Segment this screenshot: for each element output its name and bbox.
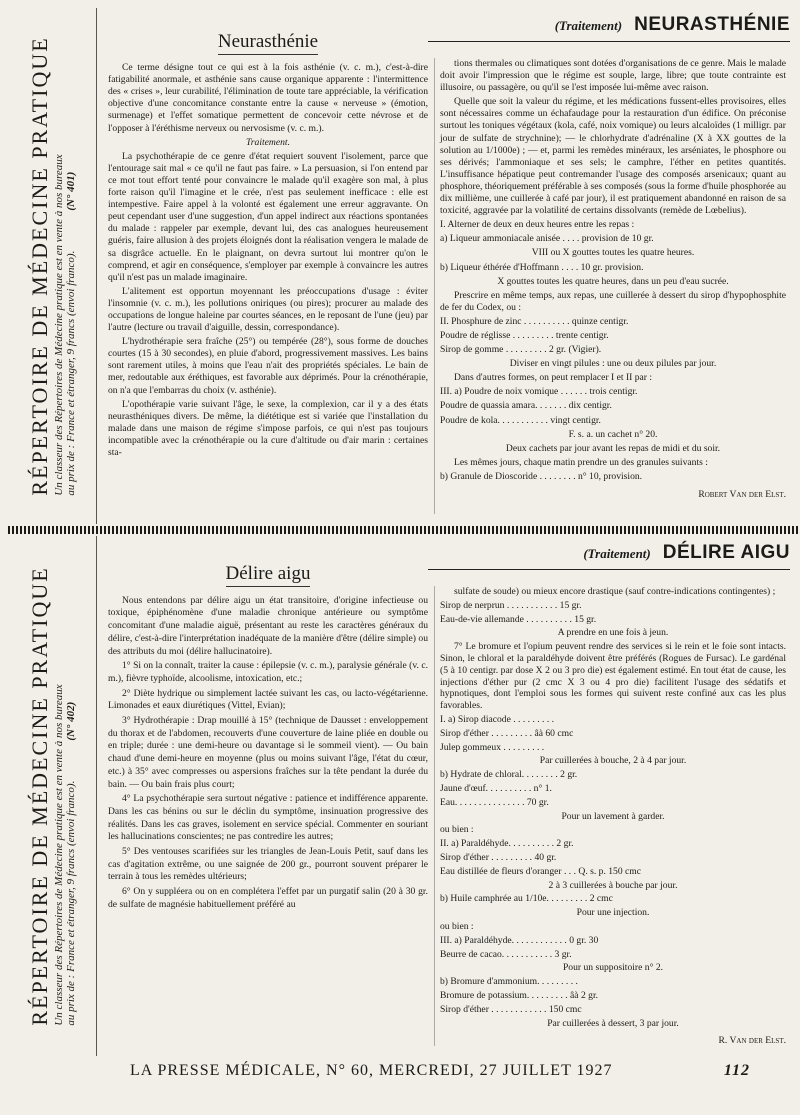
- sidebar-note-1: Un classeur des Répertoires de Médecine pratique est en vente à nos bureaux: [53, 684, 65, 1026]
- sidebar-vertical-text: [27, 566, 77, 1025]
- paragraph: F. s. a. un cachet n° 20.: [568, 428, 658, 440]
- paragraph: Pour un lavement à garder.: [561, 810, 665, 822]
- paragraph: VIII ou X gouttes toutes les quatre heures.: [531, 247, 695, 259]
- sidebar: [8, 536, 97, 1056]
- paragraph: Beurre de cacao. . . . . . . . . . . 3 gr.: [440, 948, 572, 960]
- paragraph: 1° Si on la connaît, traiter la cause : épilepsie (v. c. m.), paralysie générale (v. c. m.), fièvre typhoïde, alcoolisme, intoxication, etc.;: [108, 660, 428, 684]
- paragraph: I. a) Sirop diacode . . . . . . . . .: [440, 713, 555, 725]
- sidebar-title: RÉPERTOIRE DE MÉDECINE PRATIQUE: [27, 36, 52, 496]
- paragraph: Poudre de kola. . . . . . . . . . . vingt centigr.: [440, 414, 601, 426]
- paragraph: III. a) Paraldéhyde. . . . . . . . . . . . 0 gr. 30: [440, 934, 599, 946]
- paragraph: Pour une injection.: [576, 907, 650, 919]
- sidebar: [8, 8, 97, 524]
- paragraph: L'alitement est opportun moyennant les préoccupations d'usage : éviter l'insomnie (v. c. m.), les pollutions oniriques (ou pires); procurer au malade des occupations de longue haleine par courtes séances, en le reposant de l'une (jeu) par l'autre (lecture ou travail d'aiguille, dessin, correspondance).: [108, 285, 428, 334]
- header-rule: [428, 41, 790, 42]
- paragraph: 4° La psychothérapie sera surtout négative : patience et indifférence apparente. Dans les cas bénins ou sur le déclin du symptôme, insinuation progressive des réalités. Dans les cas graves, isolement en service spécial. Commenter en souriant les hallucinations conscientes; ne pas contredire les autres;: [108, 793, 428, 843]
- paragraph: tions thermales ou climatiques sont dotées d'organisations de ce genre. Mais le malade doit avoir l'impression que le régime est souple, large, libre; que toute contrainte est illusoire, ou passagère, ou qu'il se l'est imposée lui-même avec raison.: [440, 58, 786, 94]
- paragraph: b) Hydrate de chloral. . . . . . . . 2 gr.: [440, 769, 578, 781]
- paragraph: Prescrire en même temps, aux repas, une cuillerée à dessert du sirop d'hypophosphite de fer du Codex, ou :: [440, 289, 786, 313]
- sidebar-note-2: au prix de : France et étranger, 9 francs (envoi franco).: [65, 250, 77, 496]
- footer-text: LA PRESSE MÉDICALE, N° 60, MERCREDI, 27 JUILLET 1927: [130, 1062, 613, 1079]
- article-title: Délire aigu: [108, 568, 428, 581]
- paragraph: b) Granule de Dioscoride . . . . . . . . n° 10, provision.: [440, 470, 643, 482]
- paragraph: R. Van der Elst.: [718, 1035, 786, 1047]
- paragraph: II. a) Paraldéhyde. . . . . . . . . . 2 gr.: [440, 838, 574, 850]
- paragraph: Sirop de gomme . . . . . . . . . 2 gr. (Vigier).: [440, 344, 602, 356]
- paragraph: Bromure de potassium. . . . . . . . . âà 2 gr.: [440, 989, 599, 1001]
- card-number: (N° 401): [65, 171, 77, 211]
- paragraph: Traitement.: [246, 136, 290, 148]
- paragraph: Ce terme désigne tout ce qui est à la fois asthénie (v. c. m.), c'est-à-dire fatigabilité anormale, et asthénie sans cause organique apparente : l'intermittence des « crises », leur curabilité, l'élimination de toute tare appréciable, la vérification objective d'une concomitance constante entre la cause « nerveuse » (émotion, surmenage) et l'effet somatique permettent de concevoir cette névrose et de l'opposer à l'éréthisme nerveux ou nervosisme (v. c. m.).: [108, 62, 428, 134]
- section-header: [583, 542, 790, 564]
- paragraph: ou bien :: [440, 920, 474, 932]
- paragraph: 7° Le bromure et l'opium peuvent rendre des services si le rein et le foie sont intacts. Sinon, le chloral et la paraldéhyde doivent être préférés (Rogues de Fursac). Le gardénal (5 à 10 centigr. par dose X 2 ou 3 pro die) est également estimé. En tout état de cause, les injections d'éther pur (2 cmc X 3 ou 4 pro die) facilitent l'usage des sédatifs et hypnotiques, dont l'emploi sous les formes qui suivent reste confiné aux cas les plus favorables.: [440, 641, 786, 712]
- paragraph: Sirop d'éther . . . . . . . . . 40 gr.: [440, 851, 557, 863]
- paragraph: II. Phosphure de zinc . . . . . . . . . . quinze centigr.: [440, 315, 629, 327]
- paragraph: Julep gommeux . . . . . . . . .: [440, 741, 545, 753]
- paragraph: Poudre de quassia amara. . . . . . . dix centigr.: [440, 400, 612, 412]
- paragraph: a) Liqueur ammoniacale anisée . . . . provision de 10 gr.: [440, 233, 654, 245]
- paragraph: 6° On y suppléera ou on en complétera l'effet par un purgatif salin (20 à 30 gr. de sulfate de magnésie habituellement préféré au: [108, 886, 428, 910]
- sidebar-title: RÉPERTOIRE DE MÉDECINE PRATIQUE: [27, 566, 52, 1026]
- paragraph: Pour un suppositoire n° 2.: [562, 962, 664, 974]
- header-traitement: (Traitement): [583, 546, 651, 561]
- paragraph: L'opothérapie varie suivant l'âge, le sexe, la complexion, car il y a des états neurasthéniques divers. De même, la diététique est si variée que l'installation du malade dans une maison de régime s'impose parfois, ce qui n'est pas toujours incompatible avec la crénothérapie ou la cure d'altitude ou d'air marin : certaines sta-: [108, 398, 428, 458]
- section-header: [555, 14, 790, 36]
- paragraph: Dans d'autres formes, on peut remplacer I et II par :: [454, 372, 653, 384]
- paragraph: Jaune d'œuf. . . . . . . . . . n° 1.: [440, 782, 552, 794]
- article-right-column: [440, 58, 786, 503]
- column-rule: [434, 58, 435, 514]
- paragraph: Robert Van der Elst.: [698, 489, 786, 500]
- paragraph: Sirop d'éther . . . . . . . . . . . . 150 cmc: [440, 1003, 582, 1015]
- page-footer: [130, 1062, 750, 1080]
- paragraph: Par cuillerées à dessert, 3 par jour.: [547, 1017, 679, 1029]
- header-title: DÉLIRE AIGU: [662, 542, 790, 563]
- paragraph: 5° Des ventouses scarifiées sur les triangles de Jean-Louis Petit, sauf dans les cas d'agitation extrême, ou une saignée de 200 gr., pourront souvent préparer le terrain à tous les remèdes ultérieurs;: [108, 846, 428, 883]
- paragraph: b) Liqueur éthérée d'Hoffmann . . . . 10 gr. provision.: [440, 261, 644, 273]
- paragraph: III. a) Poudre de noix vomique . . . . . . trois centigr.: [440, 386, 638, 398]
- paragraph: Diviser en vingt pilules : une ou deux pilules par jour.: [509, 358, 717, 370]
- repertoire-card-neurasthenie: [8, 8, 800, 524]
- paragraph: Sirop d'éther . . . . . . . . . âà 60 cmc: [440, 727, 574, 739]
- paragraph: L'hydrothérapie sera fraîche (25°) ou tempérée (28°), sous forme de douches courtes (15 à 30 secondes), en pluie d'abord, progressivement massives. Les bains sont rarement utiles, à moins que l'eau n'ait des propriétés spéciales. Le bain de mer, redoutable aux éréthiques, est favorable aux déprimés. Pour la crénothérapie, on n'a que l'embarras du choix (v. asthénie).: [108, 336, 428, 396]
- paragraph: Nous entendons par délire aigu un état transitoire, d'origine infectieuse ou toxique, épiphénomène d'une maladie chronique antérieure ou symptôme concomitant d'une maladie aiguë, présentant au reste les caractères généraux du délire, c'est-à-dire l'interprétation inadéquate de la manière d'être (délire simple) ou des attributs du moi (délire hallucinatoire).: [108, 594, 428, 657]
- paragraph: Eau distillée de fleurs d'oranger . . . Q. s. p. 150 cmc: [440, 865, 642, 877]
- article-left-column: [108, 31, 428, 461]
- article-title: Neurasthénie: [108, 36, 428, 48]
- section-divider: [8, 526, 800, 534]
- paragraph: Quelle que soit la valeur du régime, et les médications fussent-elles provisoires, elles sont nécessaires comme un échafaudage pour la restauration d'un édifice. On préconise surtout les toniques végétaux (kola, café, noix vomique) ou leurs alcaloïdes (1 milligr. par jour de sulfate de strychnine); — le chlorhydrate d'adrénaline (X à XX gouttes de la solution au 1/1000e) ; — et, parmi les remèdes minéraux, les arséniates, le phosphore ou ses dérivés; l'ammoniaque et ses sels; le camphre, l'éther en petites quantités. L'insuffisance hépatique peut contremander l'usage des composés arsenicaux; quant au phosphore, théoriquement préférable à ses composés (sous la forme d'huile phosphorée au dix millième, une cuillerée à café par jour), il est pratiquement abandonné en raison de sa toxicité, aggravée par la volatilité de certains dissolvants (remède de Lœbelius).: [440, 96, 786, 217]
- paragraph: b) Huile camphrée au 1/10e. . . . . . . . . 2 cmc: [440, 893, 613, 905]
- article-right-column: [440, 586, 786, 1049]
- paragraph: Eau. . . . . . . . . . . . . . . 70 gr.: [440, 796, 549, 808]
- sidebar-note-2: au prix de : France et étranger, 9 francs (envoi franco).: [65, 780, 77, 1026]
- paragraph: La psychothérapie de ce genre d'état requiert souvent l'isolement, parce que l'entourage sait mal « ce qu'il ne faut pas faire. » La persuasion, si l'on entend par ce mot tout effort tenté pour convaincre le malade qu'il exagère son mal, à plus forte raison qu'il l'imagine et le crée, n'est pas seulement inefficace : elle est intempestive. Faire appel à la volonté est également une erreur aggravante. On peut cependant user d'une suggestion, d'un appel indirect aux réactions spontanées du malade : rappeler par exemple, devant lui, des cas analogues heureusement guéris, faire allusion à des projets éloignés dont la réalisation vengera le malade de sa disgrâce actuelle. En le plaignant, on devra surtout lui montrer qu'on le comprend, et agir en conséquence, s'employer par exemple à convaincre les autres qu'il n'est pas un malade imaginaire.: [108, 150, 428, 283]
- paragraph: b) Bromure d'ammonium. . . . . . . . .: [440, 976, 578, 988]
- sidebar-note-1: Un classeur des Répertoires de Médecine pratique est en vente à nos bureaux: [53, 154, 65, 496]
- column-rule: [434, 586, 435, 1046]
- paragraph: A prendre en une fois à jeun.: [557, 627, 669, 639]
- paragraph: Par cuillerées à bouche, 2 à 4 par jour.: [539, 755, 687, 767]
- paragraph: Sirop de nerprun . . . . . . . . . . . 15 gr.: [440, 599, 582, 611]
- header-rule: [428, 569, 790, 570]
- paragraph: 3° Hydrothérapie : Drap mouillé à 15° (technique de Dausset : enveloppement du thorax et de l'abdomen, recouverts d'une couverture de laine pliée en double ou en triple; durée : une demi-heure ou davantage si le sommeil vient). — Ou bain chaud d'une demi-heure en moyenne (plus ou moins suivant l'âge, l'état du cœur, etc.) à 35° avec compresses ou aspersions fraîches sur la tête pendant la durée du bain. — Ou bain frais plus court;: [108, 715, 428, 790]
- card-number: (N° 402): [65, 701, 77, 741]
- paragraph: Poudre de réglisse . . . . . . . . . trente centigr.: [440, 329, 609, 341]
- header-title: NEURASTHÉNIE: [634, 14, 790, 35]
- paragraph: I. Alterner de deux en deux heures entre les repas :: [440, 219, 635, 231]
- sidebar-vertical-text: [27, 36, 77, 495]
- header-traitement: (Traitement): [554, 18, 623, 33]
- paragraph: Eau-de-vie allemande . . . . . . . . . . 15 gr.: [440, 613, 597, 625]
- paragraph: 2 à 3 cuillerées à bouche par jour.: [548, 879, 678, 891]
- paragraph: ou bien :: [440, 824, 474, 836]
- article-left-column: [108, 563, 428, 914]
- page-number: 112: [723, 1062, 750, 1079]
- paragraph: sulfate de soude) ou mieux encore drastique (sauf contre-indications contingentes) ;: [454, 586, 776, 597]
- paragraph: Les mêmes jours, chaque matin prendre un des granules suivants :: [454, 456, 708, 468]
- repertoire-card-delire: [8, 536, 800, 1056]
- paragraph: X gouttes toutes les quatre heures, dans un peu d'eau sucrée.: [497, 275, 729, 287]
- paragraph: 2° Diète hydrique ou simplement lactée suivant les cas, ou lacto-végétarienne. Limonades et eaux diurétiques (Vittel, Evian);: [108, 687, 428, 712]
- paragraph: Deux cachets par jour avant les repas de midi et du soir.: [505, 442, 721, 454]
